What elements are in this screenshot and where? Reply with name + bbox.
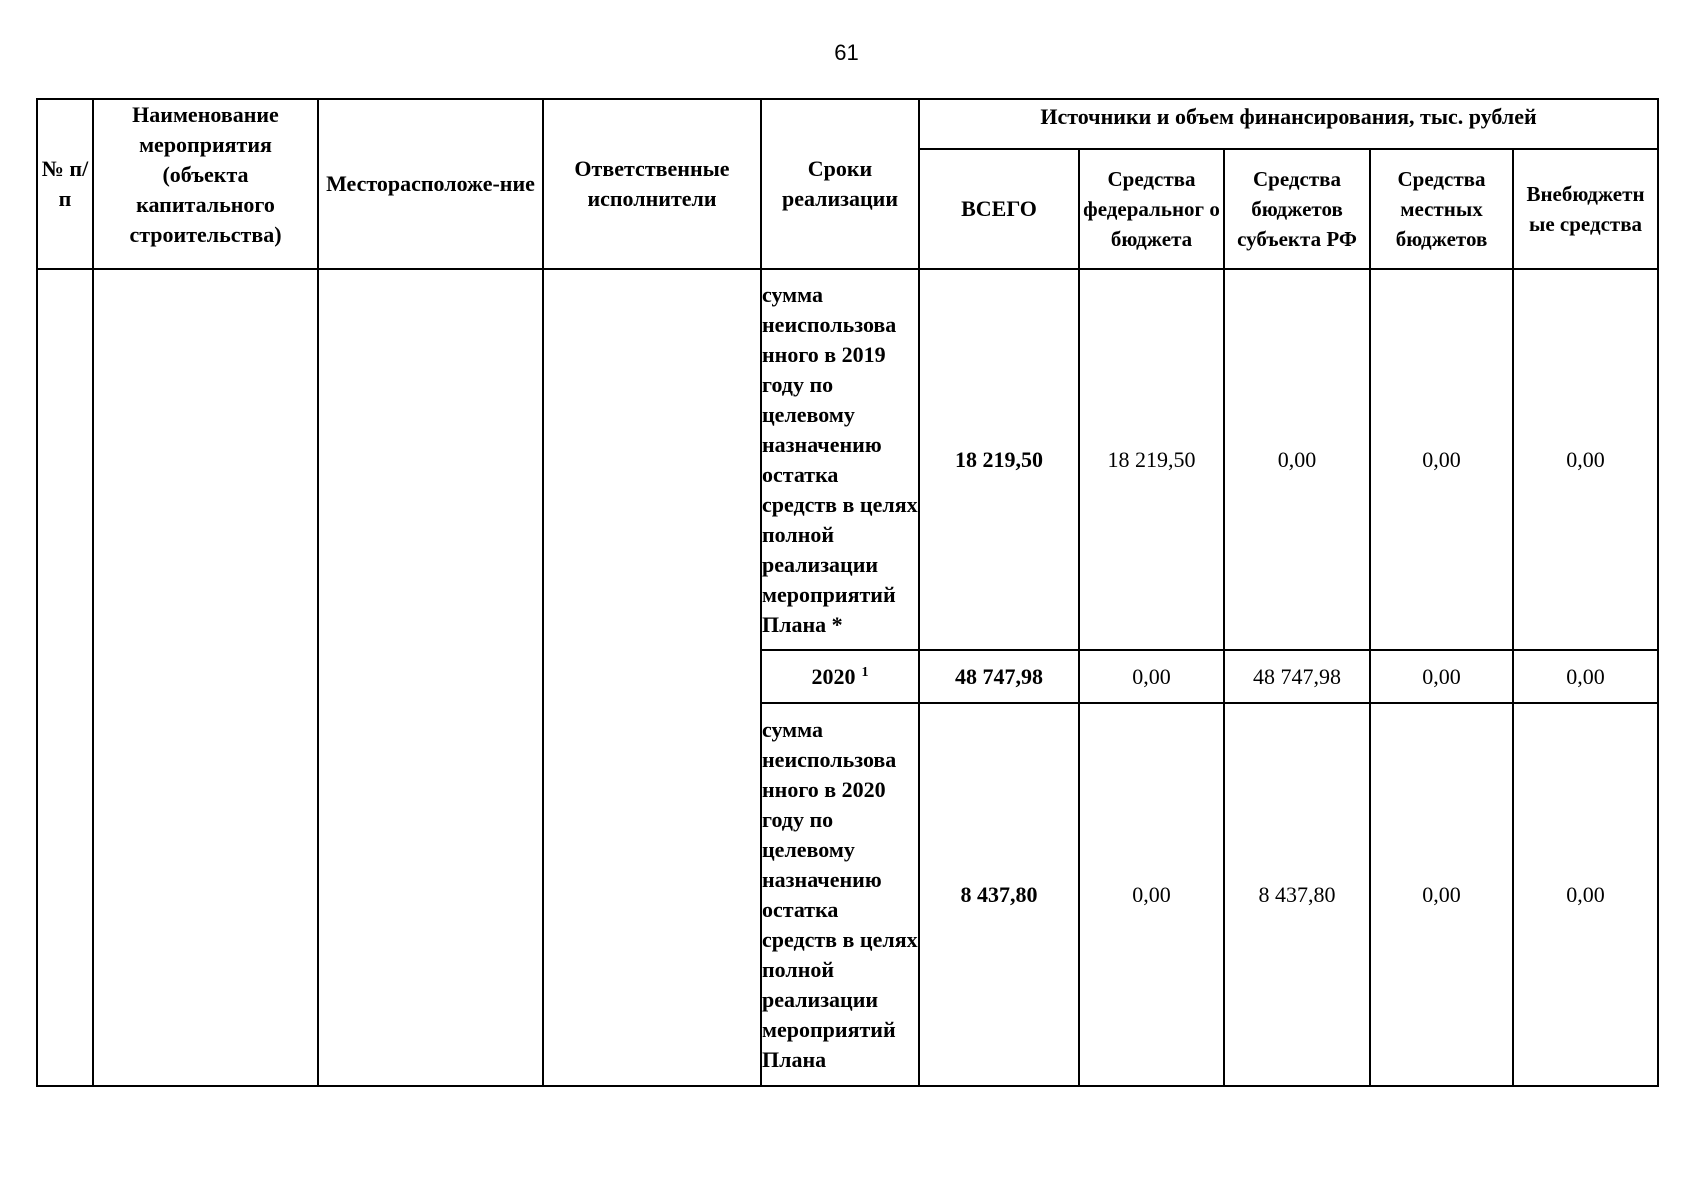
page-number: 61 (834, 40, 859, 65)
term-year: 2020 (811, 663, 856, 689)
extra-cell: 0,00 (1513, 703, 1658, 1086)
total-cell: 8 437,80 (919, 703, 1079, 1086)
term-cell: сумма неиспользова нного в 2019 году по целевому назначению остатка средств в целях полной реализации мероприятий Плана * (761, 269, 919, 650)
cell-responsible-empty (543, 269, 761, 1086)
table-row (37, 269, 1658, 650)
cell-num-empty (37, 269, 93, 1086)
federal-cell: 0,00 (1079, 703, 1224, 1086)
header-federal: Средства федеральног о бюджета (1079, 149, 1224, 269)
cell-location-empty (318, 269, 543, 1086)
subject-cell: 0,00 (1224, 269, 1370, 650)
header-extra: Внебюджетн ые средства (1513, 149, 1658, 269)
header-funding-group: Источники и объем финансирования, тыс. рублей (919, 99, 1658, 149)
cell-name-empty (93, 269, 318, 1086)
local-cell: 0,00 (1370, 650, 1513, 703)
header-subject: Средства бюджетов субъекта РФ (1224, 149, 1370, 269)
extra-cell: 0,00 (1513, 269, 1658, 650)
header-terms: Сроки реализации (761, 99, 919, 269)
total-cell: 48 747,98 (919, 650, 1079, 703)
federal-cell: 18 219,50 (1079, 269, 1224, 650)
local-cell: 0,00 (1370, 703, 1513, 1086)
financing-table (36, 98, 1659, 1087)
extra-cell: 0,00 (1513, 650, 1658, 703)
header-name: Наименование мероприятия (объекта капитального строительства) (93, 99, 318, 269)
subject-cell: 48 747,98 (1224, 650, 1370, 703)
header-location: Месторасположе-ние (318, 99, 543, 269)
header-responsible: Ответственные исполнители (543, 99, 761, 269)
subject-cell: 8 437,80 (1224, 703, 1370, 1086)
header-local: Средства местных бюджетов (1370, 149, 1513, 269)
federal-cell: 0,00 (1079, 650, 1224, 703)
total-cell: 18 219,50 (919, 269, 1079, 650)
header-total: ВСЕГО (919, 149, 1079, 269)
header-row-1 (37, 99, 1658, 149)
header-num: № п/п (37, 99, 93, 269)
term-cell: сумма неиспользова нного в 2020 году по целевому назначению остатка средств в целях полной реализации мероприятий Плана (761, 703, 919, 1086)
footnote-marker: 1 (861, 664, 869, 680)
local-cell: 0,00 (1370, 269, 1513, 650)
term-cell (761, 650, 919, 703)
